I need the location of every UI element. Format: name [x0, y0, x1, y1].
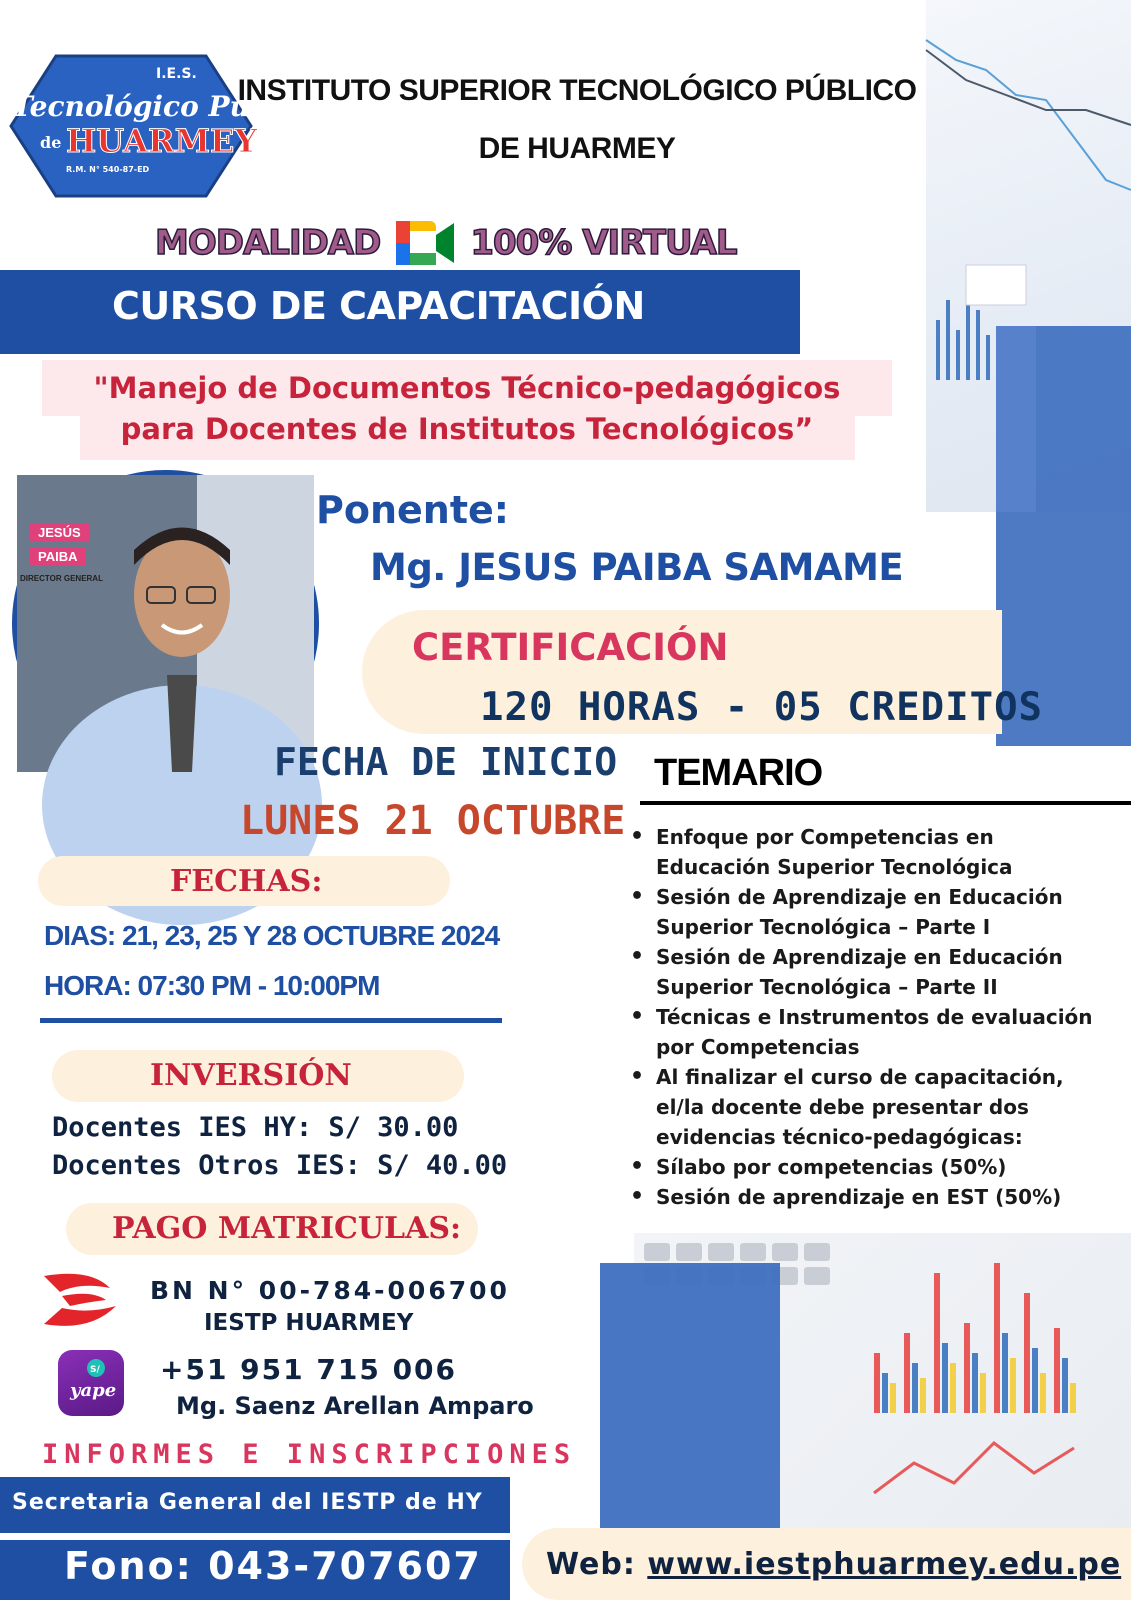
web-url-link[interactable]: www.iestphuarmey.edu.pe	[647, 1547, 1122, 1582]
bank-account-holder: IESTP HUARMEY	[204, 1310, 414, 1336]
course-type-label: CURSO DE CAPACITACIÓN	[112, 284, 645, 328]
payment-label: PAGO MATRICULAS:	[112, 1211, 462, 1246]
temario-title: TEMARIO	[654, 752, 823, 794]
temario-item: • Técnicas e Instrumentos de evaluación por Competencias	[624, 1002, 1114, 1062]
start-date-value: LUNES 21 OCTUBRE	[240, 798, 626, 844]
logo-line2-prefix: de	[40, 133, 62, 152]
schedule-label: FECHAS:	[170, 864, 323, 899]
institution-title	[232, 62, 922, 178]
temario-list	[624, 822, 1114, 1212]
yape-icon	[58, 1350, 124, 1416]
badge-line2: PAIBA	[30, 547, 85, 566]
logo-line2: HUARMEY	[66, 122, 258, 160]
decorative-blue-block	[996, 326, 1036, 512]
temario-item: • Al finalizar el curso de capacitación, el/la docente debe presentar dos evidencias técnico-pedagógicas:	[624, 1062, 1114, 1152]
badge-line1: JESÚS	[30, 523, 89, 542]
informes-label: INFORMES E INSCRIPCIONES	[42, 1439, 577, 1470]
yape-logo-text: yape	[70, 1380, 117, 1401]
schedule-time: HORA: 07:30 PM - 10:00PM	[44, 970, 380, 1001]
web-row	[546, 1547, 1121, 1582]
temario-item: • Enfoque por Competencias en Educación Superior Tecnológica	[624, 822, 1114, 882]
bank-account-number: BN N° 00-784-006700	[150, 1276, 510, 1305]
yape-phone: +51 951 715 006	[160, 1353, 458, 1386]
google-meet-icon	[394, 217, 456, 269]
speaker-name-badge	[30, 522, 89, 566]
yape-logo-badge: S/	[90, 1365, 100, 1375]
yape-holder: Mg. Saenz Arellan Amparo	[176, 1392, 534, 1420]
course-title-line1: "Manejo de Documentos Técnico-pedagógicos	[93, 371, 841, 405]
start-date-label: FECHA DE INICIO	[274, 740, 618, 784]
temario-item: • Sesión de aprendizaje en EST (50%)	[624, 1182, 1114, 1212]
speaker-name: Mg. JESUS PAIBA SAMAME	[370, 546, 904, 589]
course-title	[42, 368, 892, 450]
logo-top-text: I.E.S.	[156, 66, 197, 82]
price-otros-ies: Docentes Otros IES: S/ 40.00	[52, 1150, 508, 1181]
speaker-role: DIRECTOR GENERAL	[20, 574, 103, 583]
schedule-days: DIAS: 21, 23, 25 Y 28 OCTUBRE 2024	[44, 920, 500, 951]
certification-label: CERTIFICACIÓN	[412, 626, 729, 669]
temario-rule	[640, 801, 1131, 805]
web-label: Web:	[546, 1547, 636, 1582]
certification-hours: 120 HORAS - 05 CREDITOS	[480, 685, 1044, 730]
temario-item: • Sesión de Aprendizaje en Educación Superior Tecnológica – Parte II	[624, 942, 1114, 1002]
temario-item: • Sílabo por competencias (50%)	[624, 1152, 1114, 1182]
banco-nacion-icon	[40, 1268, 120, 1332]
price-ies-hy: Docentes IES HY: S/ 30.00	[52, 1112, 459, 1143]
institution-line1: INSTITUTO SUPERIOR TECNOLÓGICO PÚBLICO	[237, 74, 917, 107]
investment-label: INVERSIÓN	[150, 1058, 352, 1093]
secretaria-label: Secretaria General del IESTP de HY	[12, 1490, 483, 1515]
section-divider	[40, 1018, 502, 1023]
logo-line1: Tecnológico Público	[12, 90, 327, 123]
speaker-photo	[12, 470, 319, 777]
temario-item: • Sesión de Aprendizaje en Educación Superior Tecnológica – Parte I	[624, 882, 1114, 942]
modality-row	[155, 215, 737, 271]
modality-label: MODALIDAD	[155, 223, 381, 263]
logo-line3: R.M. N° 540-87-ED	[66, 165, 150, 174]
modality-value: 100% VIRTUAL	[470, 223, 737, 263]
speaker-label: Ponente:	[316, 488, 509, 532]
institution-line2: DE HUARMEY	[478, 132, 676, 165]
decorative-blue-block	[600, 1263, 780, 1533]
course-title-line2: para Docentes de Institutos Tecnológicos”	[120, 412, 814, 446]
institute-logo	[6, 46, 327, 206]
contact-phone: Fono: 043-707607	[64, 1544, 482, 1588]
